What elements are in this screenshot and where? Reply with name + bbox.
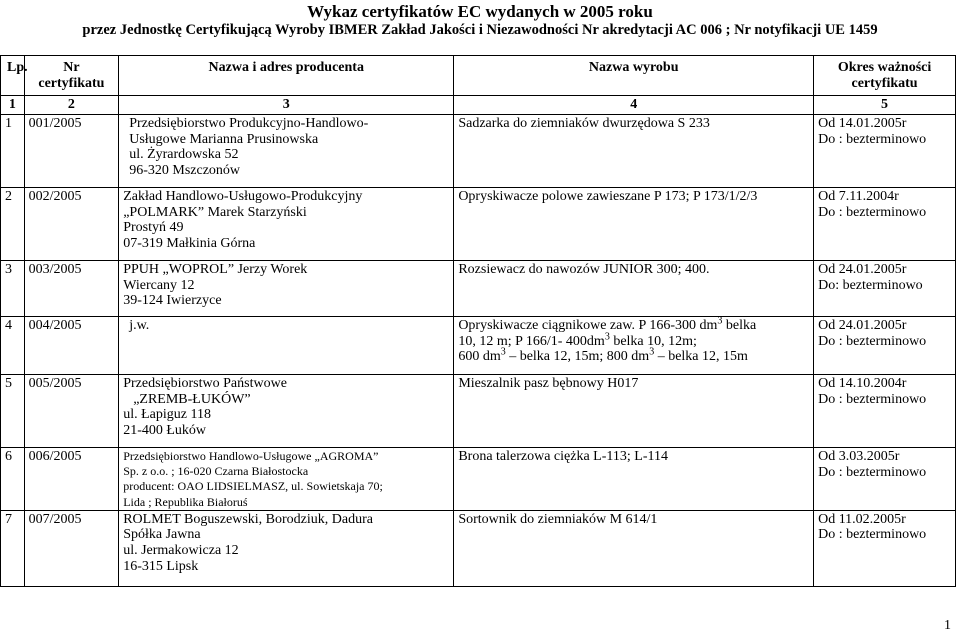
cell-nr: 007/2005 xyxy=(24,510,119,586)
producer-line: producent: OAO LIDSIELMASZ, ul. Sowietskaja 70; xyxy=(123,479,383,494)
cell-producer xyxy=(119,188,454,261)
valid-from: Od 11.02.2005r xyxy=(818,511,906,527)
product-text: Opryskiwacze ciągnikowe zaw. P 166-300 dm xyxy=(458,318,718,333)
product-text: 10, 12 m; P 166/1- 400dm xyxy=(458,333,605,349)
producer-line: 96-320 Mszczonów xyxy=(129,162,241,178)
producer-line: 07-319 Małkinia Górna xyxy=(123,235,256,251)
producer-line: ul. Żyrardowska 52 xyxy=(129,147,239,163)
unit-exponent: 3 xyxy=(649,346,655,358)
producer-line: „ZREMB-ŁUKÓW” xyxy=(133,391,251,407)
valid-to: Do : bezterminowo xyxy=(818,131,927,147)
unit-exponent: 3 xyxy=(717,315,723,327)
producer-line: 39-124 Iwierzyce xyxy=(123,293,222,309)
cell-okres xyxy=(814,261,956,317)
producer-line: Przedsiębiorstwo Handlowo-Usługowe „AGROMA” xyxy=(123,449,379,463)
producer-line: 21-400 Łuków xyxy=(123,422,207,438)
producer-line: Przedsiębiorstwo Państwowe xyxy=(123,376,287,391)
document-title: Wykaz certyfikatów EC wydanych w 2005 roku xyxy=(307,2,653,21)
valid-from: Od 24.01.2005r xyxy=(818,262,907,277)
producer-line: Wiercany 12 xyxy=(123,277,195,293)
col-number: 2 xyxy=(24,96,119,115)
product-line: Sortownik do ziemniaków M 614/1 xyxy=(458,511,658,527)
cell-nr: 005/2005 xyxy=(24,375,119,448)
product-text: – belka 12, 15m; 800 dm xyxy=(505,349,650,365)
cell-okres xyxy=(814,115,956,188)
cell-producer xyxy=(119,317,454,375)
cell-okres xyxy=(814,510,956,586)
product-line: Brona talerzowa ciężka L-113; L-114 xyxy=(458,449,668,464)
cell-product xyxy=(454,317,814,375)
cell-lp: 4 xyxy=(1,317,25,375)
cell-okres xyxy=(814,317,956,375)
valid-from: Od 7.11.2004r xyxy=(818,189,899,204)
valid-from: Od 24.01.2005r xyxy=(818,318,907,333)
product-text: – belka 12, 15m xyxy=(654,349,748,365)
cell-producer xyxy=(119,261,454,317)
page-number: 1 xyxy=(944,618,951,633)
product-line: Opryskiwacze polowe zawieszane P 173; P 173/1/2/3 xyxy=(458,189,758,204)
producer-line: Przedsiębiorstwo Produkcyjno-Handlowo- xyxy=(129,116,369,131)
column-numbers-row xyxy=(1,96,956,115)
cell-nr: 001/2005 xyxy=(24,115,119,188)
valid-to: Do: bezterminowo xyxy=(818,277,923,293)
cell-producer xyxy=(119,448,454,511)
product-line: Rozsiewacz do nawozów JUNIOR 300; 400. xyxy=(458,262,710,277)
producer-line: Prostyń 49 xyxy=(123,220,184,236)
producer-line: Lida ; Republika Białoruś xyxy=(123,494,248,509)
cell-nr: 003/2005 xyxy=(24,261,119,317)
document-subtitle: przez Jednostkę Certyfikującą Wyroby IBMER Zakład Jakości i Niezawodności Nr akredytacji AC 006 ; Nr notyfikacji UE 1459 xyxy=(82,22,878,38)
cell-product xyxy=(454,448,814,511)
cell-okres xyxy=(814,448,956,511)
producer-line: Zakład Handlowo-Usługowo-Produkcyjny xyxy=(123,189,363,204)
cell-producer xyxy=(119,375,454,448)
cell-nr: 002/2005 xyxy=(24,188,119,261)
cell-lp: 3 xyxy=(1,261,25,317)
table-row xyxy=(1,115,956,188)
header-lp: Lp. xyxy=(1,56,25,96)
table-row xyxy=(1,375,956,448)
product-line xyxy=(458,315,809,334)
unit-exponent: 3 xyxy=(500,346,506,358)
cell-product xyxy=(454,375,814,448)
unit-exponent: 3 xyxy=(604,330,610,342)
header-product: Nazwa wyrobu xyxy=(454,56,814,96)
table-row xyxy=(1,188,956,261)
valid-to: Do : bezterminowo xyxy=(818,333,927,349)
product-text: belka xyxy=(722,318,757,333)
cell-producer xyxy=(119,510,454,586)
product-text: 600 dm xyxy=(458,349,501,365)
cell-lp: 7 xyxy=(1,510,25,586)
cell-okres xyxy=(814,188,956,261)
cell-product xyxy=(454,115,814,188)
cell-product xyxy=(454,188,814,261)
cell-okres xyxy=(814,375,956,448)
valid-from: Od 3.03.2005r xyxy=(818,449,900,464)
col-number: 3 xyxy=(119,96,454,115)
cell-nr: 004/2005 xyxy=(24,317,119,375)
producer-line: ul. Jermakowicza 12 xyxy=(123,543,239,558)
producer-line: Usługowe Marianna Prusinowska xyxy=(129,131,319,147)
producer-line: ul. Łapiguz 118 xyxy=(123,407,211,423)
valid-from: Od 14.01.2005r xyxy=(818,116,907,131)
cell-lp: 6 xyxy=(1,448,25,511)
table-row xyxy=(1,261,956,317)
table-row xyxy=(1,510,956,586)
valid-to: Do : bezterminowo xyxy=(818,527,927,543)
product-text: belka 10, 12m; xyxy=(609,333,697,349)
header-producer: Nazwa i adres producenta xyxy=(119,56,454,96)
producer-line: Spółka Jawna xyxy=(123,527,201,543)
table-row xyxy=(1,317,956,375)
cell-product xyxy=(454,261,814,317)
producer-line: j.w. xyxy=(129,318,150,333)
producer-line: ROLMET Boguszewski, Borodziuk, Dadura xyxy=(123,511,373,527)
product-line: Sadzarka do ziemniaków dwurzędowa S 233 xyxy=(458,116,710,131)
product-line xyxy=(458,330,809,350)
valid-to: Do : bezterminowo xyxy=(818,204,927,220)
producer-line: „POLMARK” Marek Starzyński xyxy=(123,204,307,220)
header-nr-certyfikatu: Nr certyfikatu xyxy=(24,56,119,96)
table-row xyxy=(1,448,956,511)
cell-lp: 5 xyxy=(1,375,25,448)
header-okres: Okres ważności certyfikatu xyxy=(814,56,956,96)
producer-line: PPUH „WOPROL” Jerzy Worek xyxy=(123,262,308,277)
col-number: 4 xyxy=(454,96,814,115)
product-line xyxy=(458,346,809,365)
producer-line: Sp. z o.o. ; 16-020 Czarna Białostocka xyxy=(123,464,309,479)
cell-nr: 006/2005 xyxy=(24,448,119,511)
col-number: 5 xyxy=(814,96,956,115)
cell-lp: 1 xyxy=(1,115,25,188)
col-number: 1 xyxy=(1,96,25,115)
valid-to: Do : bezterminowo xyxy=(818,464,927,480)
cell-producer xyxy=(119,115,454,188)
producer-line: 16-315 Lipsk xyxy=(123,558,199,574)
cell-lp: 2 xyxy=(1,188,25,261)
table-header-row xyxy=(1,56,956,96)
cell-product xyxy=(454,510,814,586)
certificates-table xyxy=(0,55,956,587)
valid-from: Od 14.10.2004r xyxy=(818,376,907,391)
product-line: Mieszalnik pasz bębnowy H017 xyxy=(458,376,639,391)
valid-to: Do : bezterminowo xyxy=(818,391,927,407)
